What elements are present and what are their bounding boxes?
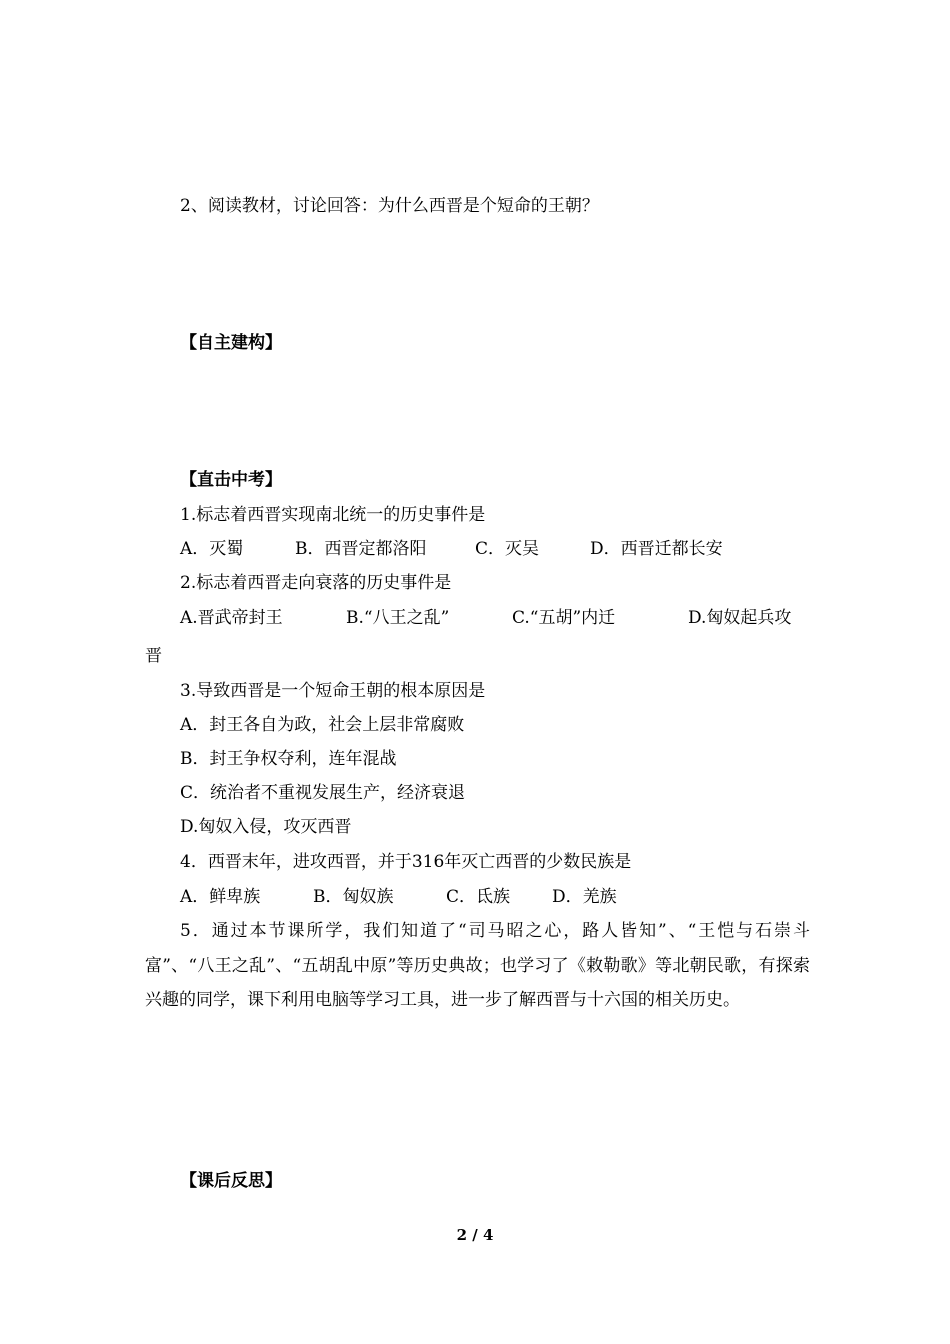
- option-c: C.“五胡”内迁: [512, 608, 616, 628]
- option-c: C．氐族: [446, 887, 511, 907]
- exam-question-3-option-c: C．统治者不重视发展生产，经济衰退: [180, 783, 466, 803]
- exam-question-1-options: [180, 532, 723, 566]
- exam-question-1-stem: 1.标志着西晋实现南北统一的历史事件是: [180, 505, 486, 525]
- exam-question-4-stem: 4．西晋末年，进攻西晋，并于316年灭亡西晋的少数民族是: [180, 852, 632, 872]
- option-a: A．鲜卑族: [180, 887, 261, 907]
- section-heading-self-build: 【自主建构】: [180, 333, 282, 353]
- option-b: B.“八王之乱”: [346, 608, 450, 628]
- option-b: B．匈奴族: [313, 887, 394, 907]
- exam-question-3-option-a: A．封王各自为政，社会上层非常腐败: [180, 715, 465, 735]
- exam-question-2-stem: 2.标志着西晋走向衰落的历史事件是: [180, 573, 452, 593]
- exam-question-2-options: [180, 601, 791, 635]
- question-2-prompt: 2、阅读教材，讨论回答：为什么西晋是个短命的王朝？: [180, 196, 599, 216]
- page-number: 2 / 4: [456, 1226, 494, 1244]
- option-b: B．西晋定都洛阳: [295, 539, 427, 559]
- exam-question-3-stem: 3.导致西晋是一个短命王朝的根本原因是: [180, 681, 486, 701]
- section-heading-exam: 【直击中考】: [180, 470, 282, 490]
- option-d: D.匈奴起兵攻: [688, 608, 792, 628]
- option-a: A．灭蜀: [180, 539, 244, 559]
- exam-question-5-paragraph: 5．通过本节课所学，我们知道了“司马昭之心，路人皆知”、“王恺与石崇斗富”、“八王之乱”、“五胡乱中原”等历史典故；也学习了《敕勒歌》等北朝民歌，有探索兴趣的同学，课下利用电脑等学习工具，进一步了解西晋与十六国的相关历史。: [145, 921, 810, 1010]
- exam-question-3-option-d: D.匈奴入侵，攻灭西晋: [180, 817, 352, 837]
- exam-question-3-option-b: B．封王争权夺利，连年混战: [180, 749, 397, 769]
- option-d: D．西晋迁都长安: [590, 539, 723, 559]
- option-d: D．羌族: [552, 887, 617, 907]
- exam-question-2-option-wrap: 晋: [145, 646, 162, 666]
- option-a: A.晋武帝封王: [180, 608, 283, 628]
- exam-question-4-options: [180, 880, 617, 914]
- option-c: C．灭吴: [475, 539, 540, 559]
- section-heading-reflection: 【课后反思】: [180, 1171, 282, 1191]
